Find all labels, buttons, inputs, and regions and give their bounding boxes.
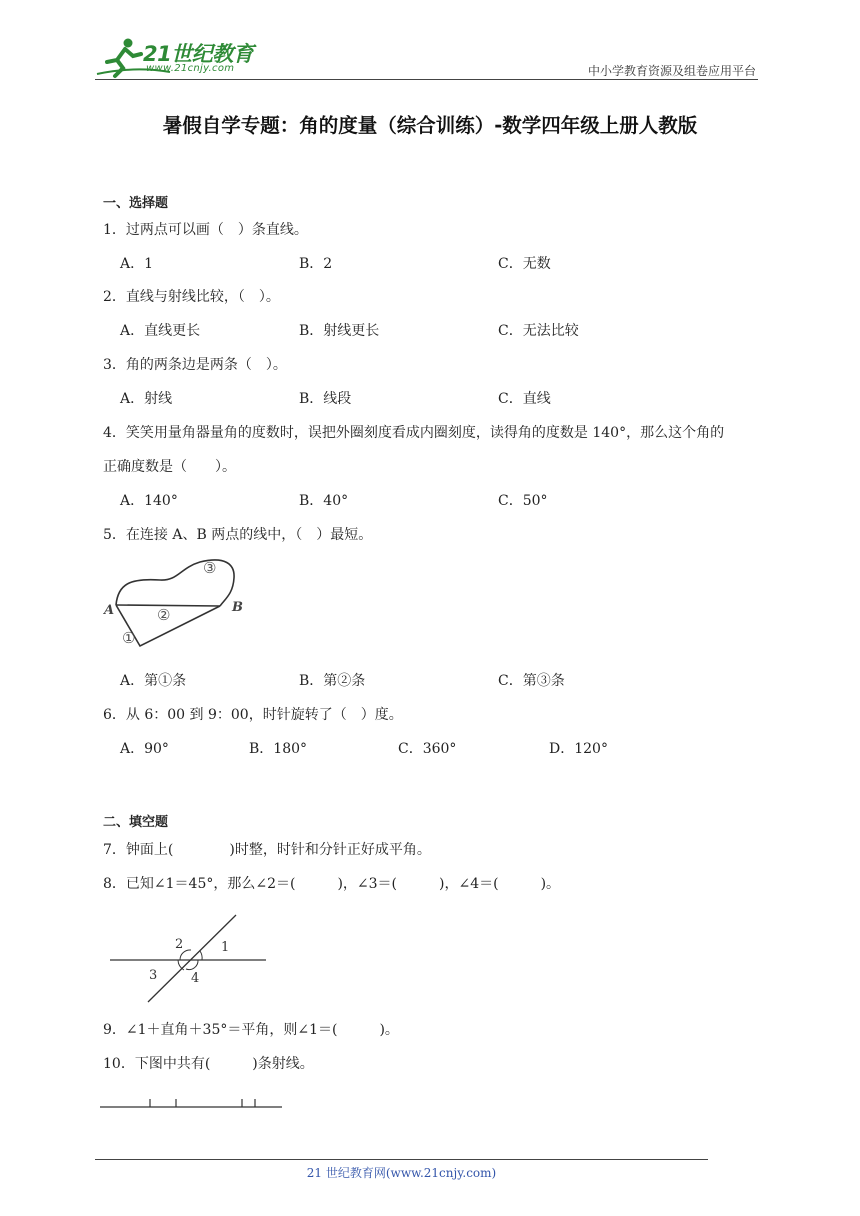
q8-angle-label-4: 4 [191, 971, 200, 986]
q1-option-a: A．1 [120, 256, 154, 272]
question-1: 1．过两点可以画（ ）条直线。 [103, 222, 308, 238]
q8-angle-label-2: 2 [175, 937, 184, 952]
q4-option-b: B．40° [299, 493, 349, 509]
question-4-line-2: 正确度数是（ ）。 [103, 459, 236, 475]
question-6: 6．从 6：00 到 9：00，时针旋转了（ ）度。 [103, 707, 403, 723]
q8-figure [108, 910, 270, 1006]
logo-text: 21世纪教育 [143, 42, 254, 66]
q1-option-c: C．无数 [498, 256, 551, 272]
section-heading-choice: 一、选择题 [103, 196, 169, 211]
question-9: 9．∠1＋直角＋35°＝平角，则∠1＝( )。 [103, 1022, 399, 1038]
q8-angle-label-3: 3 [149, 968, 158, 983]
header-platform-text: 中小学教育资源及组卷应用平台 [587, 64, 756, 78]
q3-option-a: A．射线 [120, 391, 173, 407]
q5-label-2: ② [157, 606, 171, 624]
question-5: 5．在连接 A、B 两点的线中，（ ）最短。 [103, 527, 373, 543]
footer-divider [95, 1159, 708, 1160]
footer-text: 21 世纪教育网(www.21cnjy.com) [306, 1166, 497, 1180]
question-3: 3．角的两条边是两条（ ）。 [103, 357, 287, 373]
q4-option-c: C．50° [498, 493, 548, 509]
q8-angle-label-1: 1 [221, 940, 230, 955]
q6-option-b: B．180° [249, 741, 308, 757]
q5-label-a: A [104, 603, 115, 618]
q6-option-a: A．90° [120, 741, 169, 757]
q5-label-3: ③ [203, 559, 217, 577]
page-title: 暑假自学专题：角的度量（综合训练）-数学四年级上册人教版 [162, 114, 698, 137]
question-4-line-1: 4．笑笑用量角器量角的度数时，误把外圈刻度看成内圈刻度，读得角的度数是 140°，那么这个角的 [103, 425, 725, 441]
logo-url: www.21cnjy.com [146, 63, 235, 74]
header-divider [95, 79, 758, 80]
q6-option-c: C．360° [398, 741, 457, 757]
q2-option-b: B．射线更长 [299, 323, 380, 339]
question-7: 7．钟面上( )时整，时针和分针正好成平角。 [103, 842, 431, 858]
q2-option-a: A．直线更长 [120, 323, 201, 339]
q5-figure [100, 554, 250, 654]
question-10: 10．下图中共有( )条射线。 [103, 1056, 314, 1072]
question-2: 2．直线与射线比较，（ ）。 [103, 289, 280, 305]
q3-option-b: B．线段 [299, 391, 352, 407]
q3-option-c: C．直线 [498, 391, 551, 407]
q4-option-a: A．140° [120, 493, 178, 509]
q1-option-b: B．2 [299, 256, 333, 272]
q2-option-c: C．无法比较 [498, 323, 579, 339]
q10-figure [100, 1096, 284, 1112]
section-heading-fill: 二、填空题 [103, 815, 169, 830]
q5-label-1: ① [122, 629, 136, 647]
q5-option-b: B．第②条 [299, 673, 366, 689]
q5-label-b: B [232, 600, 243, 615]
q5-option-a: A．第①条 [120, 673, 187, 689]
q5-option-c: C．第③条 [498, 673, 565, 689]
question-8: 8．已知∠1＝45°，那么∠2＝( )，∠3＝( )，∠4＝( )。 [103, 876, 561, 892]
q6-option-d: D．120° [549, 741, 608, 757]
